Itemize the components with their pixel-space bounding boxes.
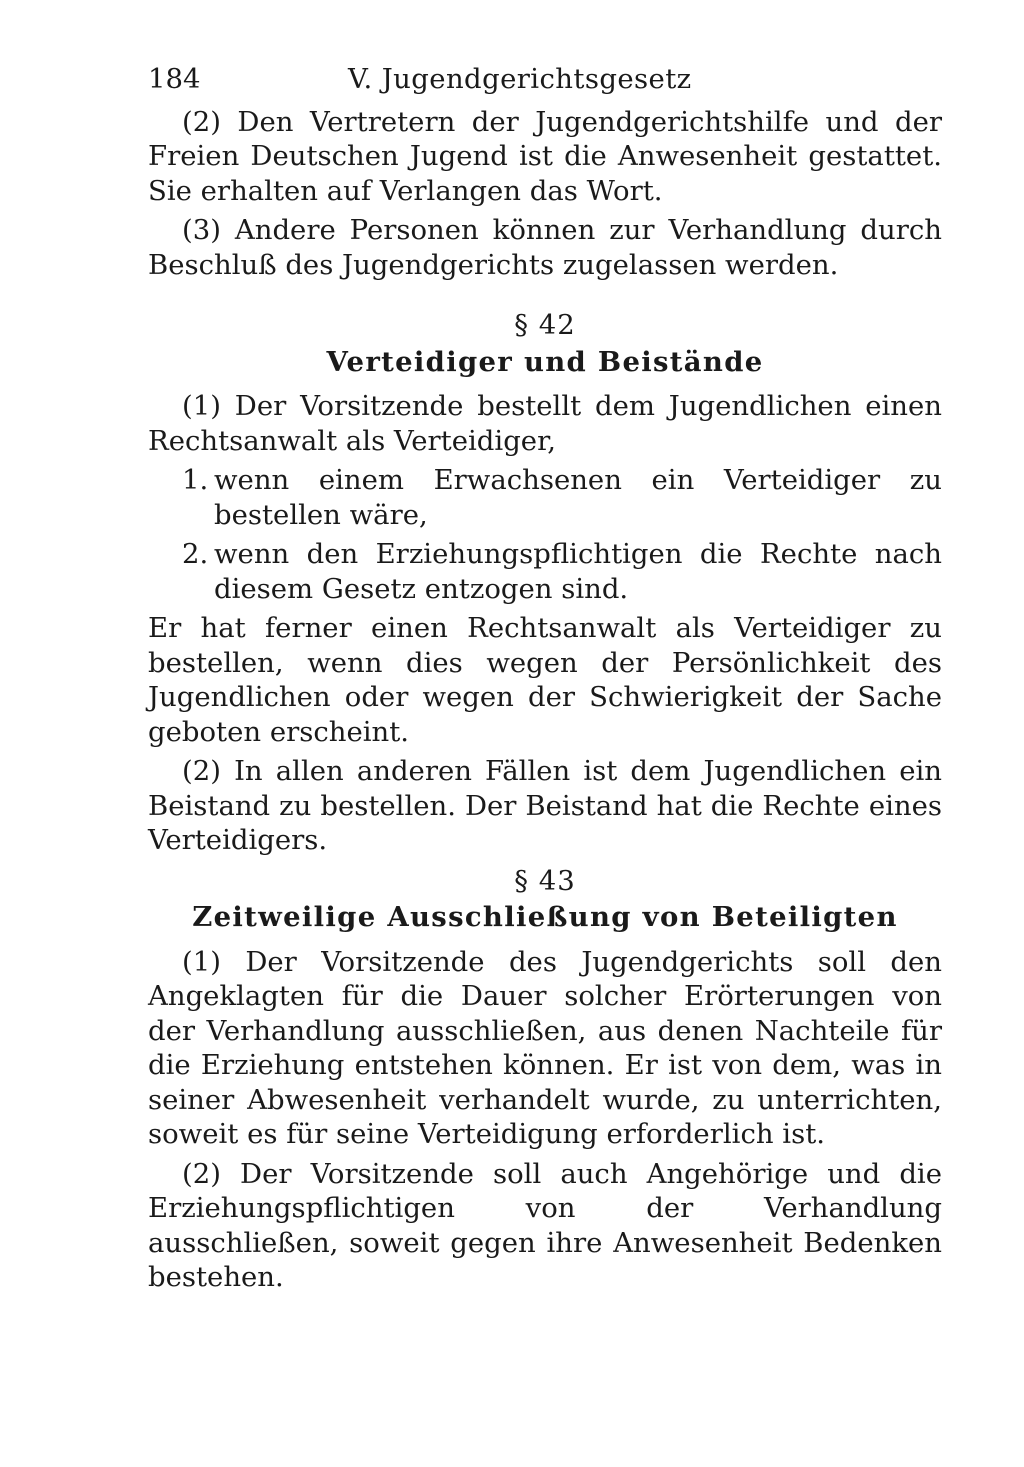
list-item-number: 1.: [182, 464, 209, 496]
page-number: 184: [148, 63, 201, 95]
paragraph-intro-3: (3) Andere Personen können zur Verhandlung durch Beschluß des Jugendgerichts zugelassen werden.: [148, 214, 942, 281]
section-42-paragraph-2: (2) In allen anderen Fällen ist dem Jugendlichen ein Beistand zu bestellen. Der Beistand hat die Rechte eines Verteidigers.: [148, 755, 942, 856]
section-42-number: § 42: [514, 309, 576, 341]
section-43-paragraph-2: (2) Der Vorsitzende soll auch Angehörige und die Erziehungspflichtigen von der Verhandlung ausschließen, soweit gegen ihre Anwesenheit Bedenken bestehen.: [148, 1157, 942, 1293]
list-item: [148, 537, 942, 606]
list-item-text: wenn den Erziehungspflichtigen die Rechte nach diesem Gesetz entzogen sind.: [214, 538, 942, 605]
section-42-title: Verteidiger und Beistände: [326, 345, 764, 378]
running-title: V. Jugendgerichtsgesetz: [348, 63, 692, 95]
section-42-paragraph-1-continued: Er hat ferner einen Rechtsanwalt als Verteidiger zu bestellen, wenn dies wegen der Persönlichkeit des Jugendlichen oder wegen der Schwierigkeit der Sache geboten erscheint.: [148, 612, 942, 748]
paragraph-intro-2: (2) Den Vertretern der Jugendgerichtshilfe und der Freien Deutschen Jugend ist die Anwesenheit gestattet. Sie erhalten auf Verlangen das Wort.: [148, 105, 942, 207]
section-43-title: Zeitweilige Ausschließung von Beteiligten: [192, 901, 898, 933]
list-item-number: 2.: [182, 538, 209, 570]
running-head: [148, 62, 942, 97]
section-43-number: § 43: [514, 864, 576, 897]
list-item-text: wenn einem Erwachsenen ein Verteidiger zu bestellen wäre,: [214, 464, 942, 531]
list-item: [148, 463, 942, 532]
section-42-paragraph-1: (1) Der Vorsitzende bestellt dem Jugendlichen einen Rechtsanwalt als Verteidiger,: [148, 390, 942, 457]
section-42-list: [148, 463, 942, 606]
section-43-paragraph-1: (1) Der Vorsitzende des Jugendgerichts soll den Angeklagten für die Dauer solcher Erörterungen von der Verhandlung ausschließen, aus denen Nachteile für die Erziehung entstehen können. Er ist von dem, was in seiner Abwesenheit verhandelt wurde, zu unterrichten, soweit es für seine Verteidigung erforderlich ist.: [148, 945, 942, 1150]
